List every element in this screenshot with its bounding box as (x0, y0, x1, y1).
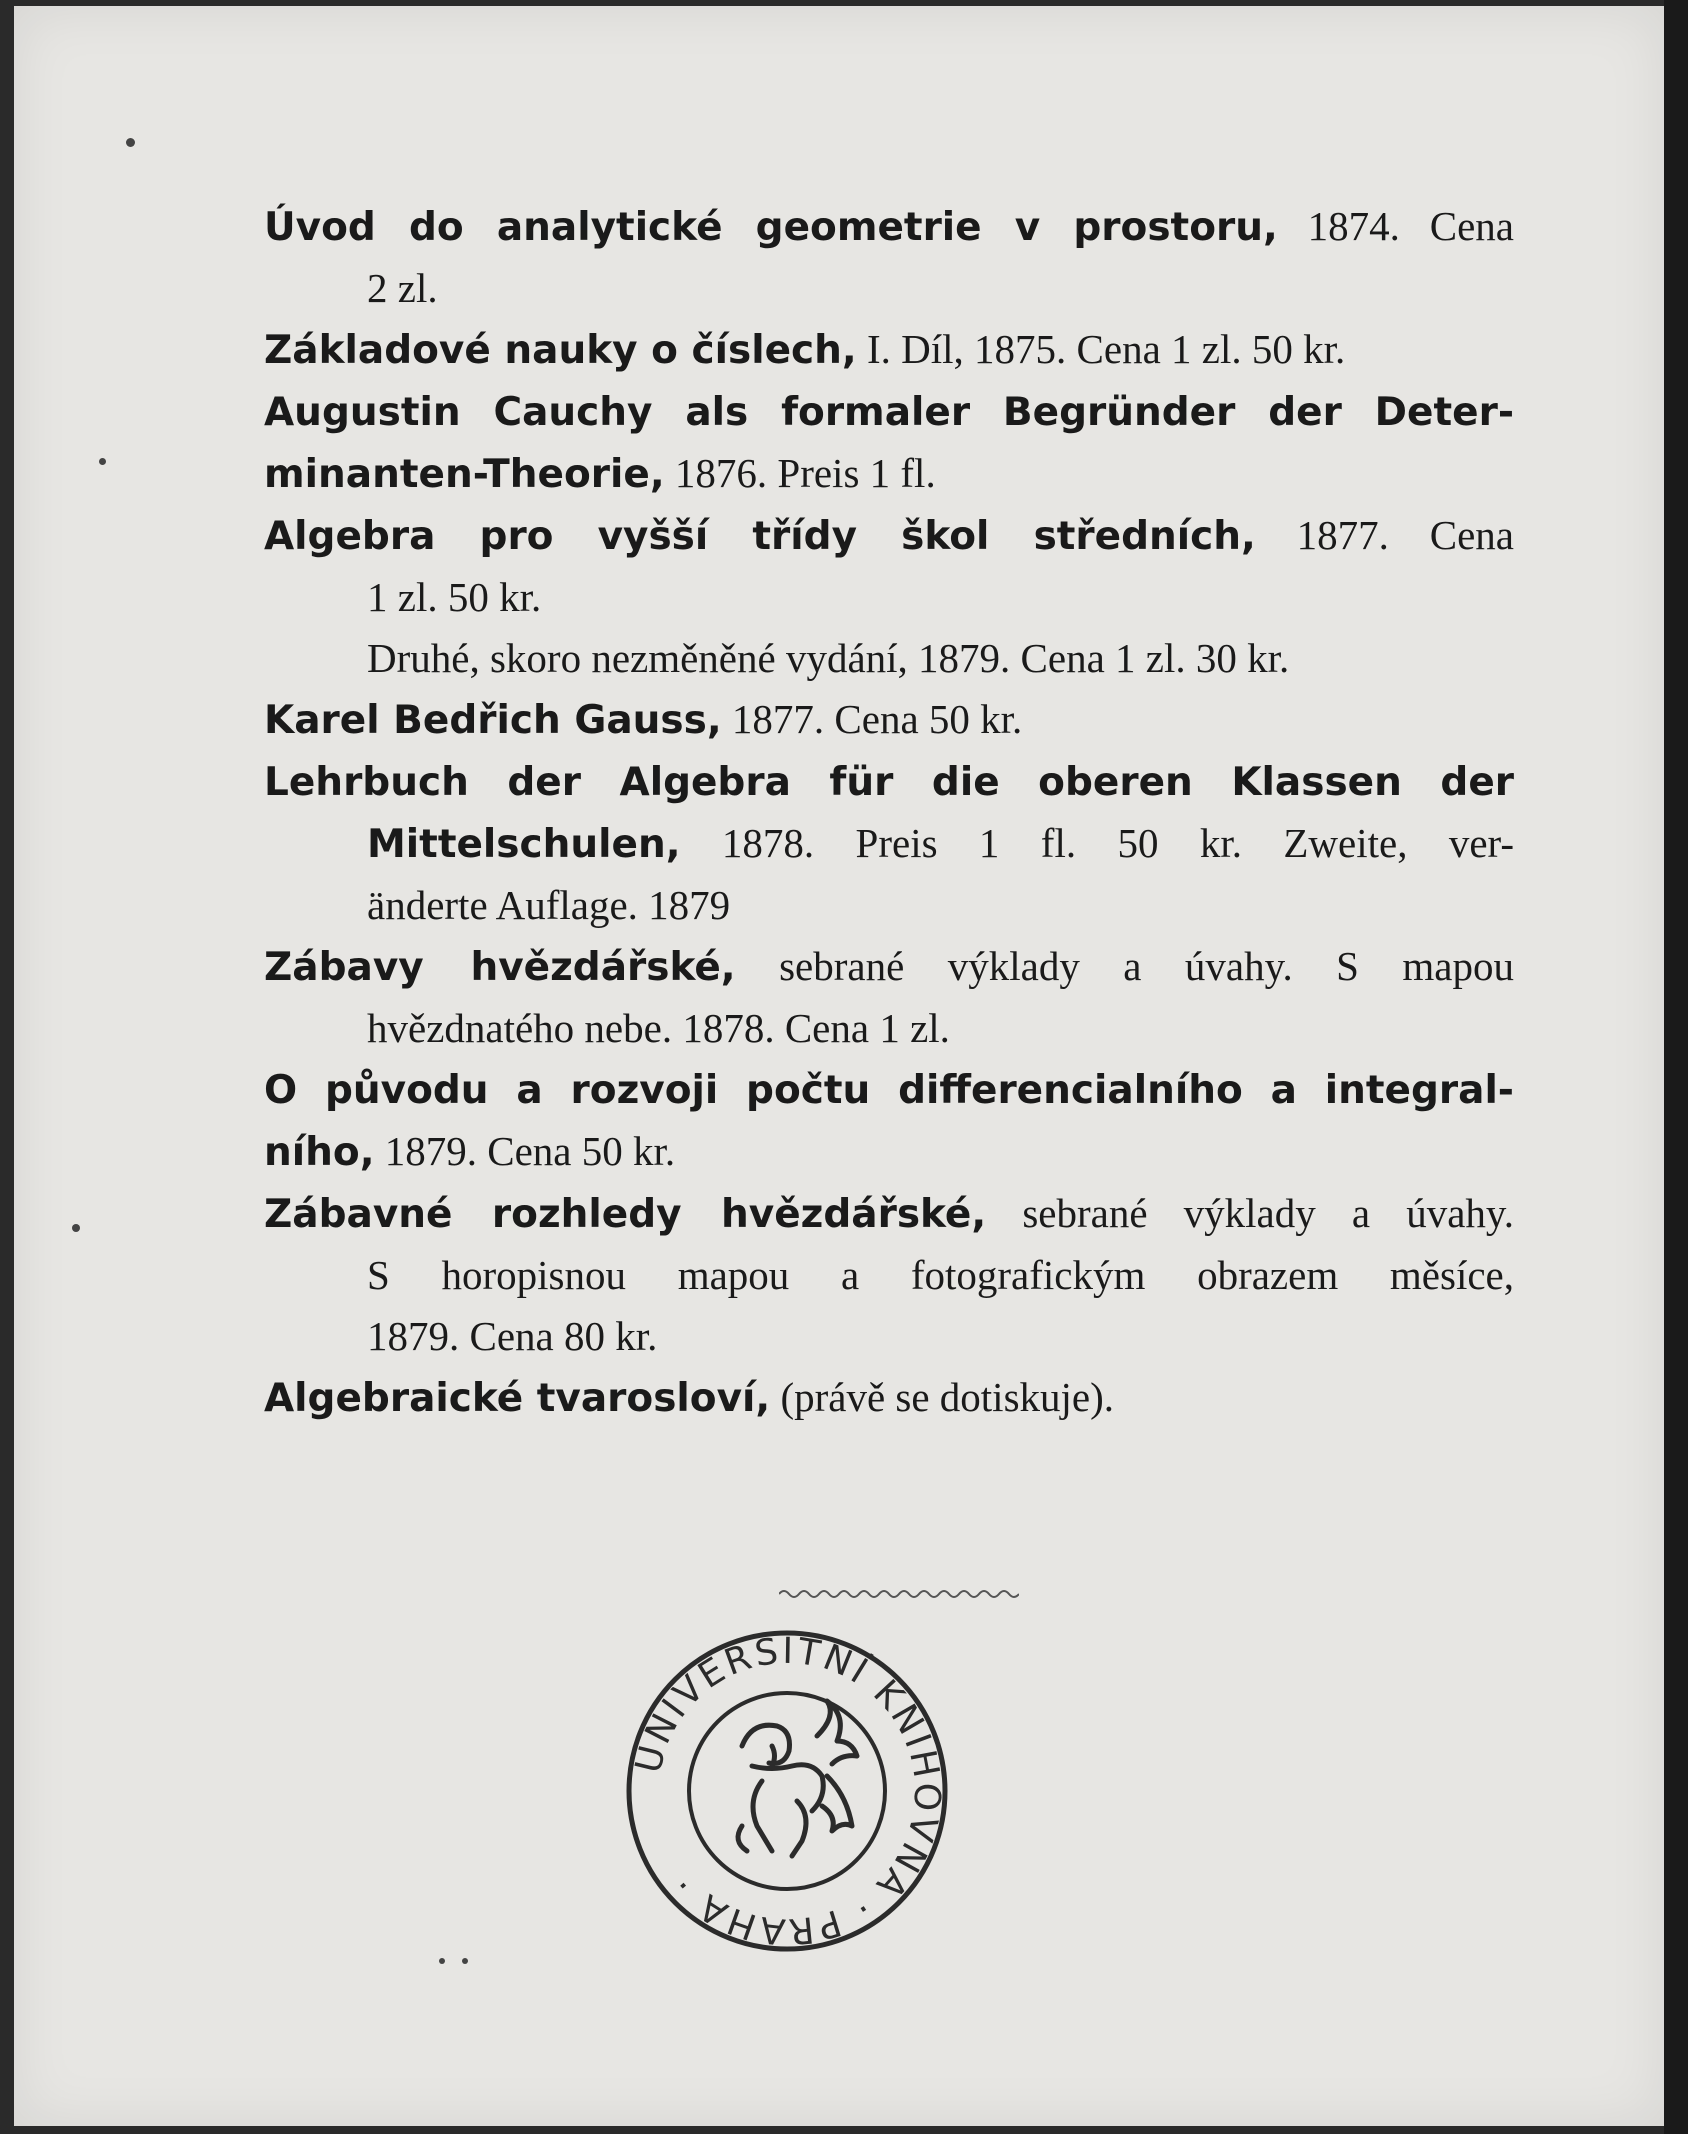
entry-details: sebrané výklady a úvahy. (986, 1190, 1514, 1236)
entry-title-continued: minanten-Theorie, (264, 452, 665, 497)
entry-details: I. Díl, 1875. Cena 1 zl. 50 kr. (856, 326, 1346, 372)
wavy-rule (779, 1586, 1019, 1602)
entry-details: 1877. Cena 50 kr. (721, 696, 1023, 742)
entry-details: 1876. Preis 1 fl. (664, 450, 936, 496)
entry-title-continued: Mittelschulen, (367, 822, 681, 867)
entry-continuation: hvězdnatého nebe. 1878. Cena 1 zl. (367, 1005, 950, 1051)
list-item (264, 689, 1514, 751)
entry-second-edition: Druhé, skoro nezměněné vydání, 1879. Cena 1 zl. 30 kr. (367, 635, 1290, 681)
entry-title-continued: ního, (264, 1130, 375, 1175)
list-item (264, 505, 1514, 689)
entry-continuation: 1 zl. 50 kr. (367, 574, 542, 620)
list-item (264, 319, 1514, 381)
list-item (264, 1059, 1514, 1183)
entry-continuation: S horopisnou mapou a fotografickým obrazem měsíce, (367, 1252, 1514, 1298)
entry-title: O původu a rozvoji počtu differencialního a integral- (264, 1068, 1514, 1113)
entry-details: 1878. Preis 1 fl. 50 kr. Zweite, ver- (680, 820, 1514, 866)
lion-emblem (738, 1701, 857, 1856)
entry-title: Algebraické tvarosloví, (264, 1376, 771, 1421)
entry-title: Algebra pro vyšší třídy škol středních, (264, 514, 1256, 559)
print-speck (462, 1958, 468, 1964)
list-item (264, 381, 1514, 505)
book-page (14, 6, 1664, 2126)
publication-list (264, 196, 1514, 1429)
entry-continuation: 1879. Cena 80 kr. (367, 1313, 658, 1359)
page-edge-shadow (1664, 0, 1688, 2134)
entry-details: sebrané výklady a úvahy. S mapou (735, 943, 1514, 989)
print-speck (99, 458, 106, 465)
entry-title: Zábavy hvězdářské, (264, 945, 736, 990)
entry-title: Augustin Cauchy als formaler Begründer der Deter- (264, 390, 1514, 435)
list-item (264, 1183, 1514, 1367)
library-stamp (622, 1626, 952, 1956)
list-item (264, 1367, 1514, 1429)
entry-title: Karel Bedřich Gauss, (264, 698, 722, 743)
entry-title: Zábavné rozhledy hvězdářské, (264, 1192, 987, 1237)
entry-title: Úvod do analytické geometrie v prostoru, (264, 205, 1278, 250)
entry-continuation: 2 zl. (367, 265, 438, 311)
entry-title: Základové nauky o číslech, (264, 328, 857, 373)
print-speck (439, 1958, 445, 1964)
list-item (264, 936, 1514, 1059)
print-speck (72, 1224, 80, 1232)
list-item (264, 196, 1514, 319)
entry-details: 1874. Cena (1277, 203, 1514, 249)
entry-details: (právě se dotiskuje). (770, 1374, 1115, 1420)
entry-title: Lehrbuch der Algebra für die oberen Klassen der (264, 760, 1514, 805)
list-item (264, 751, 1514, 936)
entry-details: 1877. Cena (1255, 512, 1514, 558)
entry-details: 1879. Cena 50 kr. (374, 1128, 676, 1174)
print-speck (126, 138, 135, 147)
stamp-text: UNIVERSITNÍ KNIHOVNA · PRAHA · (628, 1630, 948, 1952)
entry-continuation: änderte Auflage. 1879 (367, 882, 731, 928)
